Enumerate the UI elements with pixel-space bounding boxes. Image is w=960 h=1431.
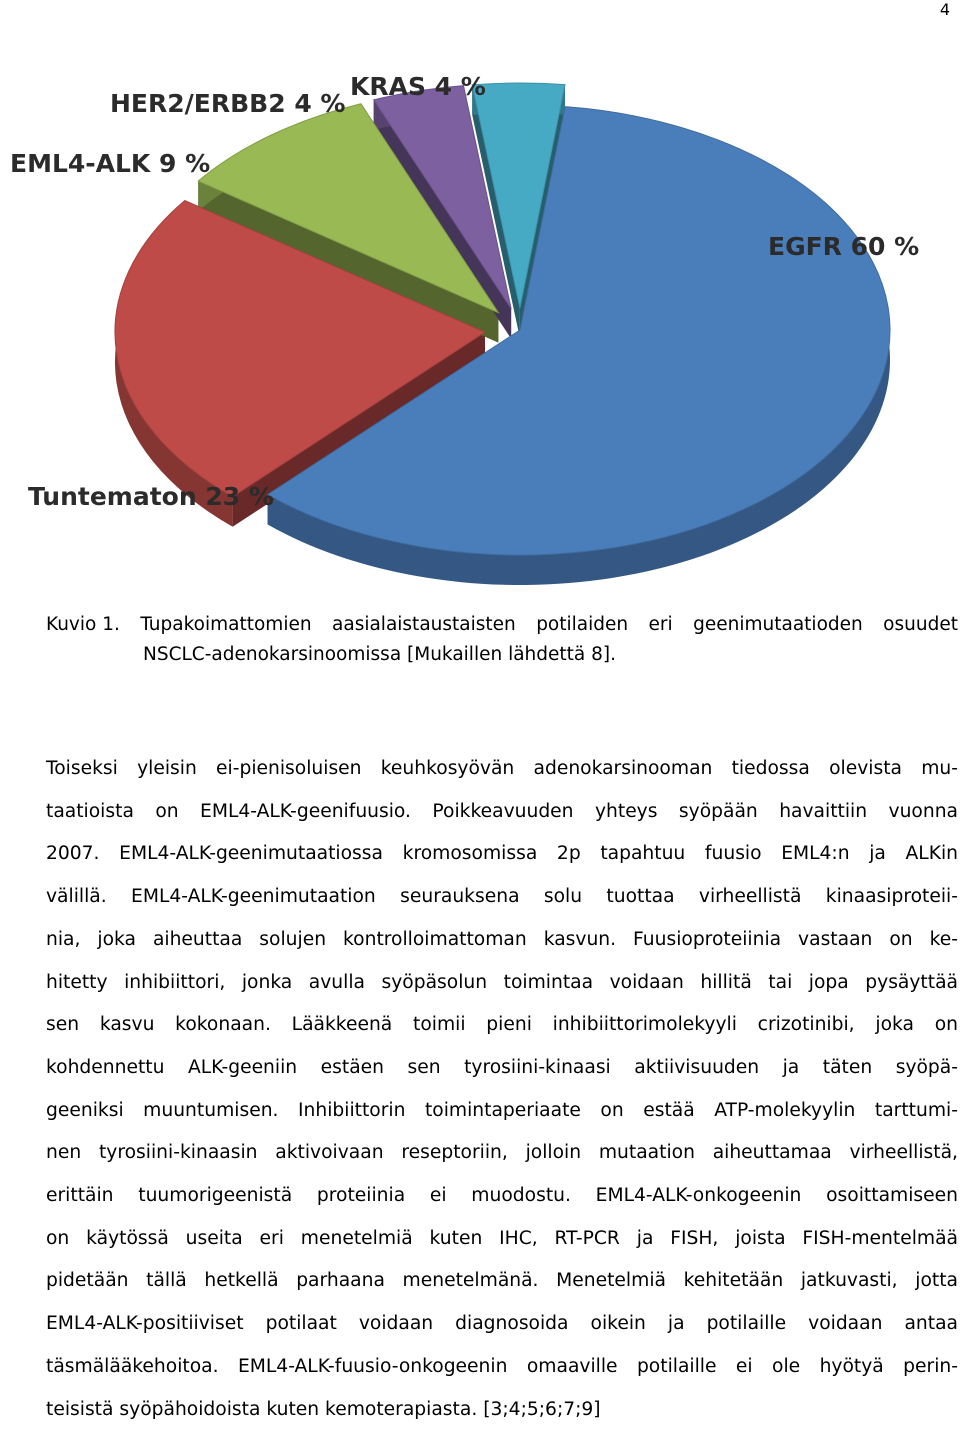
body-line: kohdennettu ALK-geeniin estäen sen tyrosiini-kinaasi aktiivisuuden ja täten syöpä- xyxy=(46,1056,958,1078)
caption-line-1 xyxy=(46,610,958,640)
pie-label-eml4-alk: EML4-ALK 9 % xyxy=(10,149,211,178)
body-line: 2007. EML4-ALK-geenimutaatiossa kromosomissa 2p tapahtuu fuusio EML4:n ja ALKin xyxy=(46,843,958,865)
body-line: geeniksi muuntumisen. Inhibiittorin toimintaperiaate on estää ATP-molekyylin tarttumi- xyxy=(46,1099,958,1121)
body-line: erittäin tuumorigeenistä proteiinia ei muodostu. EML4-ALK-onkogeenin osoittamiseen xyxy=(46,1185,958,1207)
pie-label-her2-erbb2: HER2/ERBB2 4 % xyxy=(110,89,346,118)
caption-label: Kuvio 1. xyxy=(46,614,120,635)
body-line: Toiseksi yleisin ei-pienisoluisen keuhkosyövän adenokarsinooman tiedossa olevista mu- xyxy=(46,758,958,779)
pie-chart xyxy=(0,40,960,600)
caption-word: geenimutaatioden xyxy=(693,614,863,635)
pie-label-egfr: EGFR 60 % xyxy=(768,232,920,261)
page-number: 4 xyxy=(939,0,950,19)
caption-word: aasialaistaustaisten xyxy=(332,614,516,635)
caption-word: Tupakoimattomien xyxy=(140,614,312,635)
body-line: teisistä syöpähoidoista kuten kemoterapiasta. [3;4;5;6;7;9] xyxy=(46,1398,601,1420)
body-line: taatioista on EML4-ALK-geenifuusio. Poikkeavuuden yhteys syöpään havaittiin vuonna xyxy=(46,800,958,822)
body-line: nen tyrosiini-kinaasin aktivoivaan reseptoriin, jolloin mutaation aiheuttamaa virheellistä, xyxy=(46,1142,958,1164)
caption-word: eri xyxy=(648,614,673,635)
body-line: täsmälääkehoitoa. EML4-ALK-fuusio-onkogeenin omaaville potilaille ei ole hyötyä perin- xyxy=(46,1355,958,1377)
caption-line-2: NSCLC-adenokarsinoomissa [Mukaillen lähdettä 8]. xyxy=(143,644,616,665)
body-line: pidetään tällä hetkellä parhaana menetelmänä. Menetelmiä kehitetään jatkuvasti, jotta xyxy=(46,1270,958,1292)
body-line: on käytössä useita eri menetelmiä kuten IHC, RT-PCR ja FISH, joista FISH-mentelmää xyxy=(46,1227,958,1249)
body-line: sen kasvu kokonaan. Lääkkeenä toimii pieni inhibiittorimolekyyli crizotinibi, joka on xyxy=(46,1014,958,1036)
body-paragraph xyxy=(46,748,958,1431)
pie-label-kras: KRAS 4 % xyxy=(350,72,486,101)
caption-word: potilaiden xyxy=(536,614,629,635)
body-line: EML4-ALK-positiiviset potilaat voidaan diagnosoida oikein ja potilaille voidaan antaa xyxy=(46,1313,958,1335)
caption-word: osuudet xyxy=(883,614,958,635)
figure-caption xyxy=(46,610,958,670)
pie-label-tuntematon: Tuntematon 23 % xyxy=(28,482,274,511)
body-line: välillä. EML4-ALK-geenimutaation seurauksena solu tuottaa virheellistä kinaasiproteii- xyxy=(46,886,958,908)
body-line: hitetty inhibiittori, jonka avulla syöpäsolun toimintaa voidaan hillitä tai jopa pysäyttää xyxy=(46,971,958,993)
body-line: nia, joka aiheuttaa solujen kontrolloimattoman kasvun. Fuusioproteiinia vastaan on ke- xyxy=(46,928,958,950)
